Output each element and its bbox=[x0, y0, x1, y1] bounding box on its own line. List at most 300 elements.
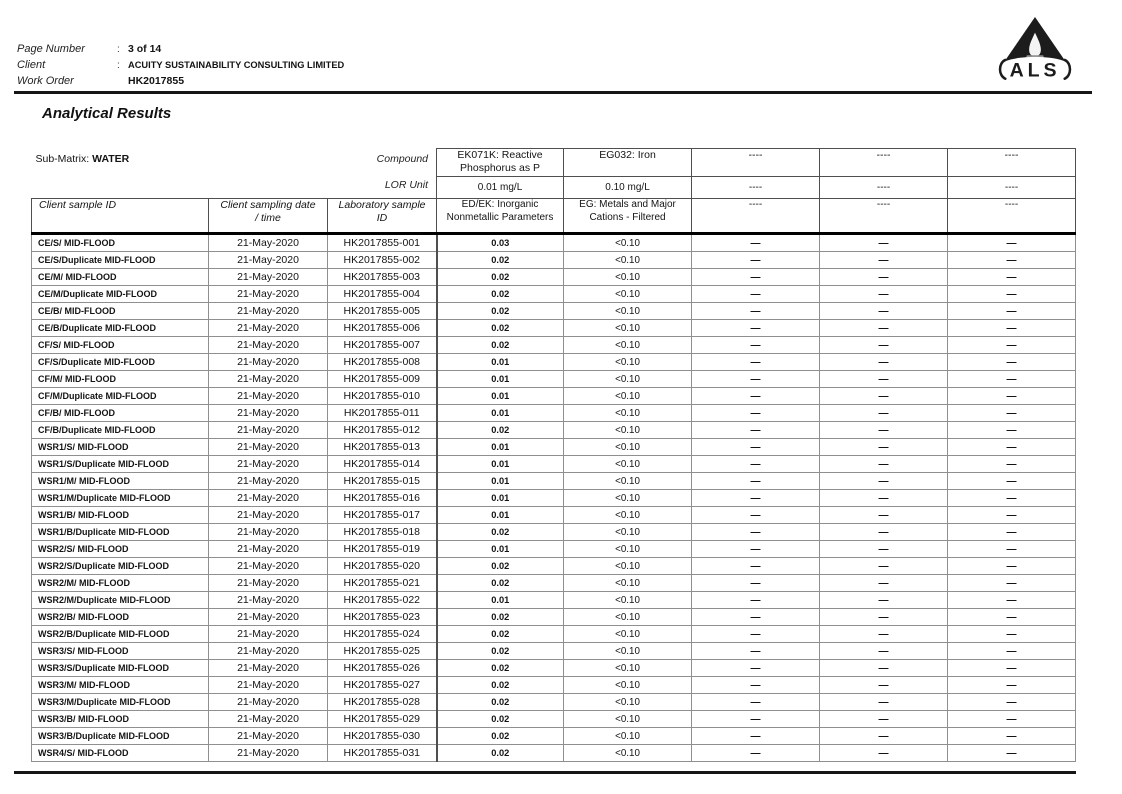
result-value-cell: — bbox=[820, 269, 948, 286]
compound-name-cell: ---- bbox=[820, 149, 948, 177]
client-sample-id-header: Client sample ID bbox=[32, 199, 209, 234]
client-sample-id-cell: CE/S/Duplicate MID-FLOOD bbox=[32, 252, 209, 269]
result-value-cell: — bbox=[948, 252, 1076, 269]
client-sample-id-cell: WSR1/S/ MID-FLOOD bbox=[32, 439, 209, 456]
sampling-date-cell: 21-May-2020 bbox=[209, 234, 328, 252]
lab-sample-id-cell: HK2017855-021 bbox=[328, 575, 437, 592]
sampling-date-cell: 21-May-2020 bbox=[209, 490, 328, 507]
sampling-date-header: Client sampling date / time bbox=[209, 199, 328, 234]
result-value-cell: — bbox=[948, 558, 1076, 575]
result-value-cell: — bbox=[948, 745, 1076, 762]
result-value-cell: 0.01 bbox=[437, 507, 564, 524]
page-number-colon: : bbox=[117, 44, 120, 55]
result-value-cell: — bbox=[692, 337, 820, 354]
result-value-cell: — bbox=[948, 677, 1076, 694]
client-sample-id-cell: CE/B/Duplicate MID-FLOOD bbox=[32, 320, 209, 337]
result-value-cell: — bbox=[692, 388, 820, 405]
result-value-cell: <0.10 bbox=[564, 507, 692, 524]
result-value-cell: 0.02 bbox=[437, 269, 564, 286]
sampling-date-cell: 21-May-2020 bbox=[209, 745, 328, 762]
compound-name-cell: EG032: Iron bbox=[564, 149, 692, 177]
result-value-cell: <0.10 bbox=[564, 490, 692, 507]
result-value-cell: — bbox=[948, 354, 1076, 371]
lab-sample-id-cell: HK2017855-013 bbox=[328, 439, 437, 456]
results-table bbox=[31, 148, 1076, 762]
result-value-cell: — bbox=[692, 592, 820, 609]
result-value-cell: — bbox=[820, 711, 948, 728]
table-row bbox=[32, 388, 1076, 405]
result-value-cell: — bbox=[948, 575, 1076, 592]
result-value-cell: <0.10 bbox=[564, 660, 692, 677]
client-sample-id-cell: CE/S/ MID-FLOOD bbox=[32, 234, 209, 252]
sampling-date-cell: 21-May-2020 bbox=[209, 558, 328, 575]
result-value-cell: <0.10 bbox=[564, 677, 692, 694]
compound-name-cell: EK071K: Reactive Phosphorus as P bbox=[437, 149, 564, 177]
result-value-cell: — bbox=[820, 541, 948, 558]
lab-sample-id-cell: HK2017855-012 bbox=[328, 422, 437, 439]
result-value-cell: — bbox=[820, 405, 948, 422]
result-value-cell: — bbox=[692, 694, 820, 711]
work-order-value: HK2017855 bbox=[128, 75, 185, 87]
result-value-cell: — bbox=[692, 371, 820, 388]
als-logo bbox=[992, 11, 1078, 87]
result-value-cell: — bbox=[948, 388, 1076, 405]
result-value-cell: — bbox=[948, 303, 1076, 320]
result-value-cell: — bbox=[948, 439, 1076, 456]
table-row bbox=[32, 728, 1076, 745]
table-row bbox=[32, 371, 1076, 388]
sampling-date-cell: 21-May-2020 bbox=[209, 609, 328, 626]
client-sample-id-cell: CE/M/ MID-FLOOD bbox=[32, 269, 209, 286]
lor-unit-label-cell bbox=[32, 177, 437, 199]
result-value-cell: — bbox=[692, 524, 820, 541]
result-value-cell: 0.01 bbox=[437, 439, 564, 456]
lab-sample-id-cell: HK2017855-027 bbox=[328, 677, 437, 694]
table-row bbox=[32, 524, 1076, 541]
sampling-date-cell: 21-May-2020 bbox=[209, 320, 328, 337]
result-value-cell: <0.10 bbox=[564, 337, 692, 354]
compound-name-cell: ---- bbox=[692, 149, 820, 177]
result-value-cell: — bbox=[820, 626, 948, 643]
table-row bbox=[32, 337, 1076, 354]
lab-sample-id-cell: HK2017855-023 bbox=[328, 609, 437, 626]
lab-sample-id-cell: HK2017855-030 bbox=[328, 728, 437, 745]
result-value-cell: 0.02 bbox=[437, 422, 564, 439]
result-value-cell: 0.02 bbox=[437, 286, 564, 303]
result-value-cell: <0.10 bbox=[564, 456, 692, 473]
result-value-cell: — bbox=[948, 371, 1076, 388]
sampling-date-cell: 21-May-2020 bbox=[209, 422, 328, 439]
result-value-cell: — bbox=[692, 711, 820, 728]
result-value-cell: — bbox=[820, 558, 948, 575]
sampling-date-cell: 21-May-2020 bbox=[209, 728, 328, 745]
sampling-date-cell: 21-May-2020 bbox=[209, 643, 328, 660]
lab-sample-id-cell: HK2017855-026 bbox=[328, 660, 437, 677]
lab-sample-id-cell: HK2017855-010 bbox=[328, 388, 437, 405]
table-row bbox=[32, 456, 1076, 473]
result-value-cell: — bbox=[948, 422, 1076, 439]
result-value-cell: — bbox=[948, 286, 1076, 303]
table-row bbox=[32, 541, 1076, 558]
compound-header-row bbox=[32, 149, 1076, 177]
sampling-date-cell: 21-May-2020 bbox=[209, 541, 328, 558]
table-row bbox=[32, 473, 1076, 490]
result-value-cell: 0.02 bbox=[437, 660, 564, 677]
client-colon: : bbox=[117, 60, 120, 71]
result-value-cell: — bbox=[692, 609, 820, 626]
lab-sample-id-cell: HK2017855-024 bbox=[328, 626, 437, 643]
result-value-cell: <0.10 bbox=[564, 626, 692, 643]
result-value-cell: — bbox=[692, 320, 820, 337]
client-sample-id-cell: WSR2/S/Duplicate MID-FLOOD bbox=[32, 558, 209, 575]
result-value-cell: <0.10 bbox=[564, 609, 692, 626]
result-value-cell: — bbox=[692, 677, 820, 694]
result-value-cell: — bbox=[948, 694, 1076, 711]
result-value-cell: <0.10 bbox=[564, 439, 692, 456]
result-value-cell: — bbox=[948, 269, 1076, 286]
sampling-date-cell: 21-May-2020 bbox=[209, 456, 328, 473]
result-value-cell: — bbox=[820, 660, 948, 677]
sampling-date-cell: 21-May-2020 bbox=[209, 660, 328, 677]
client-sample-id-cell: WSR3/S/Duplicate MID-FLOOD bbox=[32, 660, 209, 677]
result-value-cell: <0.10 bbox=[564, 269, 692, 286]
result-value-cell: — bbox=[820, 320, 948, 337]
method-group-cell: ---- bbox=[948, 199, 1076, 234]
result-value-cell: — bbox=[820, 422, 948, 439]
table-row bbox=[32, 405, 1076, 422]
client-sample-id-cell: CF/S/ MID-FLOOD bbox=[32, 337, 209, 354]
lab-sample-id-cell: HK2017855-001 bbox=[328, 234, 437, 252]
result-value-cell: — bbox=[692, 490, 820, 507]
result-value-cell: 0.02 bbox=[437, 711, 564, 728]
client-sample-id-cell: WSR2/M/Duplicate MID-FLOOD bbox=[32, 592, 209, 609]
client-sample-id-cell: CE/B/ MID-FLOOD bbox=[32, 303, 209, 320]
result-value-cell: <0.10 bbox=[564, 643, 692, 660]
method-group-cell: ---- bbox=[692, 199, 820, 234]
result-value-cell: — bbox=[820, 439, 948, 456]
client-sample-id-cell: CF/M/ MID-FLOOD bbox=[32, 371, 209, 388]
result-value-cell: <0.10 bbox=[564, 320, 692, 337]
client-sample-id-cell: WSR3/M/Duplicate MID-FLOOD bbox=[32, 694, 209, 711]
result-value-cell: — bbox=[692, 643, 820, 660]
result-value-cell: 0.02 bbox=[437, 320, 564, 337]
result-value-cell: <0.10 bbox=[564, 422, 692, 439]
lab-sample-id-cell: HK2017855-006 bbox=[328, 320, 437, 337]
result-value-cell: — bbox=[948, 337, 1076, 354]
sampling-date-cell: 21-May-2020 bbox=[209, 677, 328, 694]
client-sample-id-cell: WSR1/M/ MID-FLOOD bbox=[32, 473, 209, 490]
sampling-date-cell: 21-May-2020 bbox=[209, 388, 328, 405]
result-value-cell: — bbox=[948, 490, 1076, 507]
page-number-label: Page Number bbox=[17, 43, 85, 55]
sampling-date-cell: 21-May-2020 bbox=[209, 439, 328, 456]
result-value-cell: 0.01 bbox=[437, 405, 564, 422]
client-sample-id-cell: WSR3/B/ MID-FLOOD bbox=[32, 711, 209, 728]
sampling-date-cell: 21-May-2020 bbox=[209, 575, 328, 592]
compound-name-cell: ---- bbox=[948, 149, 1076, 177]
result-value-cell: — bbox=[820, 303, 948, 320]
result-value-cell: <0.10 bbox=[564, 303, 692, 320]
results-body bbox=[32, 234, 1076, 762]
logo-text: ALS bbox=[1009, 59, 1061, 82]
result-value-cell: 0.02 bbox=[437, 694, 564, 711]
result-value-cell: — bbox=[820, 252, 948, 269]
lab-sample-id-cell: HK2017855-015 bbox=[328, 473, 437, 490]
result-value-cell: <0.10 bbox=[564, 286, 692, 303]
sub-matrix-label: Sub-Matrix: bbox=[35, 152, 90, 165]
compound-row-label: Compound bbox=[376, 152, 429, 165]
result-value-cell: — bbox=[948, 320, 1076, 337]
result-value-cell: <0.10 bbox=[564, 388, 692, 405]
result-value-cell: 0.01 bbox=[437, 456, 564, 473]
result-value-cell: — bbox=[820, 643, 948, 660]
client-label: Client bbox=[17, 59, 46, 71]
sampling-date-cell: 21-May-2020 bbox=[209, 286, 328, 303]
result-value-cell: — bbox=[820, 524, 948, 541]
table-row bbox=[32, 439, 1076, 456]
result-value-cell: — bbox=[692, 439, 820, 456]
result-value-cell: — bbox=[820, 286, 948, 303]
result-value-cell: — bbox=[692, 728, 820, 745]
table-row bbox=[32, 660, 1076, 677]
result-value-cell: <0.10 bbox=[564, 575, 692, 592]
result-value-cell: — bbox=[692, 745, 820, 762]
result-value-cell: 0.01 bbox=[437, 371, 564, 388]
result-value-cell: — bbox=[948, 456, 1076, 473]
result-value-cell: — bbox=[692, 626, 820, 643]
table-row bbox=[32, 269, 1076, 286]
result-value-cell: — bbox=[692, 286, 820, 303]
result-value-cell: <0.10 bbox=[564, 473, 692, 490]
report-header bbox=[17, 40, 344, 88]
result-value-cell: — bbox=[820, 371, 948, 388]
result-value-cell: — bbox=[820, 490, 948, 507]
lor-unit-row bbox=[32, 177, 1076, 199]
lab-sample-id-cell: HK2017855-018 bbox=[328, 524, 437, 541]
client-sample-id-cell: CF/B/Duplicate MID-FLOOD bbox=[32, 422, 209, 439]
table-row bbox=[32, 422, 1076, 439]
table-row bbox=[32, 592, 1076, 609]
result-value-cell: 0.02 bbox=[437, 677, 564, 694]
header-rule bbox=[14, 91, 1092, 94]
result-value-cell: — bbox=[820, 234, 948, 252]
table-row bbox=[32, 626, 1076, 643]
result-value-cell: 0.02 bbox=[437, 609, 564, 626]
lab-sample-id-cell: HK2017855-011 bbox=[328, 405, 437, 422]
lab-sample-id-cell: HK2017855-020 bbox=[328, 558, 437, 575]
table-row bbox=[32, 252, 1076, 269]
client-sample-id-cell: WSR3/S/ MID-FLOOD bbox=[32, 643, 209, 660]
lab-sample-id-cell: HK2017855-017 bbox=[328, 507, 437, 524]
result-value-cell: — bbox=[948, 541, 1076, 558]
result-value-cell: — bbox=[948, 473, 1076, 490]
result-value-cell: 0.01 bbox=[437, 388, 564, 405]
result-value-cell: 0.02 bbox=[437, 728, 564, 745]
result-value-cell: — bbox=[948, 592, 1076, 609]
lab-sample-id-header: Laboratory sample ID bbox=[328, 199, 437, 234]
result-value-cell: — bbox=[692, 575, 820, 592]
client-sample-id-cell: WSR1/S/Duplicate MID-FLOOD bbox=[32, 456, 209, 473]
client-sample-id-cell: CF/S/Duplicate MID-FLOOD bbox=[32, 354, 209, 371]
table-row bbox=[32, 643, 1076, 660]
result-value-cell: — bbox=[820, 388, 948, 405]
result-value-cell: — bbox=[692, 354, 820, 371]
lab-sample-id-cell: HK2017855-007 bbox=[328, 337, 437, 354]
lab-sample-id-cell: HK2017855-005 bbox=[328, 303, 437, 320]
lab-sample-id-cell: HK2017855-003 bbox=[328, 269, 437, 286]
result-value-cell: <0.10 bbox=[564, 592, 692, 609]
result-value-cell: — bbox=[692, 660, 820, 677]
sampling-date-cell: 21-May-2020 bbox=[209, 473, 328, 490]
section-title: Analytical Results bbox=[42, 105, 172, 122]
result-value-cell: <0.10 bbox=[564, 558, 692, 575]
sampling-date-cell: 21-May-2020 bbox=[209, 626, 328, 643]
result-value-cell: — bbox=[820, 575, 948, 592]
result-value-cell: 0.02 bbox=[437, 252, 564, 269]
result-value-cell: <0.10 bbox=[564, 234, 692, 252]
result-value-cell: — bbox=[820, 677, 948, 694]
lab-sample-id-cell: HK2017855-028 bbox=[328, 694, 437, 711]
result-value-cell: — bbox=[820, 592, 948, 609]
lab-sample-id-cell: HK2017855-004 bbox=[328, 286, 437, 303]
result-value-cell: — bbox=[948, 626, 1076, 643]
footer-rule bbox=[14, 771, 1076, 774]
lab-sample-id-cell: HK2017855-014 bbox=[328, 456, 437, 473]
table-row bbox=[32, 558, 1076, 575]
table-row bbox=[32, 575, 1076, 592]
table-row bbox=[32, 507, 1076, 524]
result-value-cell: — bbox=[948, 507, 1076, 524]
method-group-cell: EG: Metals and Major Cations - Filtered bbox=[564, 199, 692, 234]
result-value-cell: — bbox=[820, 337, 948, 354]
result-value-cell: — bbox=[948, 643, 1076, 660]
result-value-cell: 0.02 bbox=[437, 524, 564, 541]
result-value-cell: <0.10 bbox=[564, 405, 692, 422]
result-value-cell: — bbox=[948, 609, 1076, 626]
client-sample-id-cell: CF/M/Duplicate MID-FLOOD bbox=[32, 388, 209, 405]
lor-unit-cell: ---- bbox=[820, 177, 948, 199]
table-row bbox=[32, 745, 1076, 762]
table-row bbox=[32, 320, 1076, 337]
lab-sample-id-cell: HK2017855-009 bbox=[328, 371, 437, 388]
result-value-cell: 0.02 bbox=[437, 643, 564, 660]
result-value-cell: — bbox=[948, 711, 1076, 728]
result-value-cell: <0.10 bbox=[564, 728, 692, 745]
client-sample-id-cell: WSR2/S/ MID-FLOOD bbox=[32, 541, 209, 558]
sampling-date-cell: 21-May-2020 bbox=[209, 252, 328, 269]
client-sample-id-cell: CF/B/ MID-FLOOD bbox=[32, 405, 209, 422]
table-row bbox=[32, 234, 1076, 252]
result-value-cell: <0.10 bbox=[564, 524, 692, 541]
lor-unit-row-label: LOR Unit bbox=[384, 178, 429, 191]
result-value-cell: <0.10 bbox=[564, 541, 692, 558]
result-value-cell: — bbox=[692, 473, 820, 490]
work-order-label: Work Order bbox=[17, 75, 74, 87]
result-value-cell: — bbox=[692, 558, 820, 575]
table-row bbox=[32, 286, 1076, 303]
sampling-date-cell: 21-May-2020 bbox=[209, 405, 328, 422]
sampling-date-cell: 21-May-2020 bbox=[209, 694, 328, 711]
result-value-cell: 0.02 bbox=[437, 303, 564, 320]
result-value-cell: — bbox=[692, 269, 820, 286]
result-value-cell: — bbox=[820, 456, 948, 473]
sampling-date-cell: 21-May-2020 bbox=[209, 337, 328, 354]
result-value-cell: 0.01 bbox=[437, 592, 564, 609]
table-row bbox=[32, 354, 1076, 371]
client-sample-id-cell: WSR4/S/ MID-FLOOD bbox=[32, 745, 209, 762]
table-row bbox=[32, 711, 1076, 728]
result-value-cell: — bbox=[820, 354, 948, 371]
lor-unit-cell: ---- bbox=[948, 177, 1076, 199]
result-value-cell: <0.10 bbox=[564, 711, 692, 728]
lor-unit-cell: ---- bbox=[692, 177, 820, 199]
result-value-cell: — bbox=[692, 234, 820, 252]
result-value-cell: <0.10 bbox=[564, 354, 692, 371]
sub-matrix-cell bbox=[32, 149, 437, 177]
page-number-line bbox=[17, 40, 344, 56]
result-value-cell: — bbox=[948, 660, 1076, 677]
client-sample-id-cell: CE/M/Duplicate MID-FLOOD bbox=[32, 286, 209, 303]
table-row bbox=[32, 694, 1076, 711]
result-value-cell: — bbox=[948, 405, 1076, 422]
result-value-cell: 0.02 bbox=[437, 626, 564, 643]
method-group-cell: ED/EK: Inorganic Nonmetallic Parameters bbox=[437, 199, 564, 234]
result-value-cell: — bbox=[948, 728, 1076, 745]
sampling-date-cell: 21-May-2020 bbox=[209, 354, 328, 371]
result-value-cell: <0.10 bbox=[564, 694, 692, 711]
lab-sample-id-cell: HK2017855-031 bbox=[328, 745, 437, 762]
result-value-cell: — bbox=[820, 745, 948, 762]
result-value-cell: 0.01 bbox=[437, 354, 564, 371]
sampling-date-cell: 21-May-2020 bbox=[209, 303, 328, 320]
sampling-date-cell: 21-May-2020 bbox=[209, 507, 328, 524]
result-value-cell: — bbox=[692, 456, 820, 473]
table-row bbox=[32, 677, 1076, 694]
result-value-cell: — bbox=[692, 422, 820, 439]
result-value-cell: — bbox=[820, 507, 948, 524]
client-sample-id-cell: WSR1/M/Duplicate MID-FLOOD bbox=[32, 490, 209, 507]
result-value-cell: — bbox=[948, 234, 1076, 252]
page-number-value: 3 of 14 bbox=[128, 43, 162, 55]
sampling-date-cell: 21-May-2020 bbox=[209, 592, 328, 609]
sampling-date-cell: 21-May-2020 bbox=[209, 524, 328, 541]
client-sample-id-cell: WSR2/B/Duplicate MID-FLOOD bbox=[32, 626, 209, 643]
lab-sample-id-cell: HK2017855-002 bbox=[328, 252, 437, 269]
result-value-cell: — bbox=[692, 541, 820, 558]
result-value-cell: 0.01 bbox=[437, 541, 564, 558]
result-value-cell: — bbox=[948, 524, 1076, 541]
result-value-cell: <0.10 bbox=[564, 252, 692, 269]
result-value-cell: 0.02 bbox=[437, 745, 564, 762]
client-line bbox=[17, 56, 344, 72]
client-value: ACUITY SUSTAINABILITY CONSULTING LIMITED bbox=[128, 60, 345, 70]
table-row bbox=[32, 490, 1076, 507]
lab-sample-id-cell: HK2017855-029 bbox=[328, 711, 437, 728]
result-value-cell: 0.02 bbox=[437, 575, 564, 592]
result-value-cell: — bbox=[820, 728, 948, 745]
sampling-date-cell: 21-May-2020 bbox=[209, 371, 328, 388]
result-value-cell: 0.01 bbox=[437, 473, 564, 490]
client-sample-id-cell: WSR2/B/ MID-FLOOD bbox=[32, 609, 209, 626]
lab-sample-id-cell: HK2017855-016 bbox=[328, 490, 437, 507]
lab-sample-id-cell: HK2017855-008 bbox=[328, 354, 437, 371]
result-value-cell: <0.10 bbox=[564, 371, 692, 388]
client-sample-id-cell: WSR3/B/Duplicate MID-FLOOD bbox=[32, 728, 209, 745]
result-value-cell: — bbox=[820, 694, 948, 711]
lab-sample-id-cell: HK2017855-019 bbox=[328, 541, 437, 558]
result-value-cell: 0.01 bbox=[437, 490, 564, 507]
method-group-cell: ---- bbox=[820, 199, 948, 234]
